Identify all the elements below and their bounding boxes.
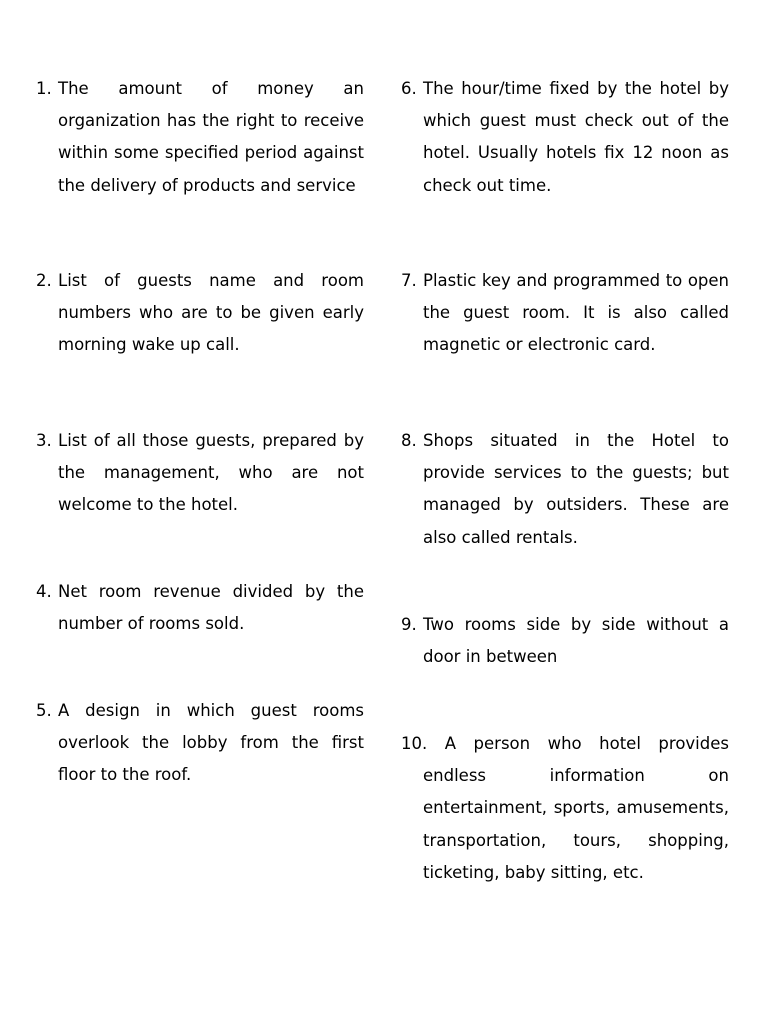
item-number: 4. [36, 582, 52, 601]
item-text: List of all those guests, prepared by the management, who are not welcome to the hotel. [58, 431, 364, 515]
item-text: The hour/time fixed by the hotel by which guest must check out of the hotel. Usually hotels fix 12 noon as check out time. [423, 79, 729, 195]
list-item-1 [36, 73, 364, 202]
item-number: 8. [401, 431, 417, 450]
item-number: 3. [36, 431, 52, 450]
list-item-5 [36, 695, 364, 792]
item-text: Net room revenue divided by the number of rooms sold. [58, 582, 364, 634]
item-number: 1. [36, 79, 52, 98]
list-item-6 [401, 73, 729, 202]
item-text: A design in which guest rooms overlook the lobby from the first floor to the roof. [58, 701, 364, 785]
item-number: 9. [401, 615, 417, 634]
item-number: 6. [401, 79, 417, 98]
list-item-2 [36, 265, 364, 362]
list-item-7 [401, 265, 729, 362]
list-item-8 [401, 425, 729, 554]
item-text: The amount of money an organization has the right to receive within some specified period against the delivery of products and service [58, 79, 364, 195]
item-text: Shops situated in the Hotel to provide services to the guests; but managed by outsiders. These are also called rentals. [423, 431, 729, 547]
item-text: Plastic key and programmed to open the guest room. It is also called magnetic or electronic card. [423, 271, 729, 355]
list-item-9 [401, 609, 729, 673]
item-number: 2. [36, 271, 52, 290]
list-item-3 [36, 425, 364, 522]
item-first-line: 10. A person who hotel provides [401, 734, 729, 753]
item-number: 5. [36, 701, 52, 720]
item-text: Two rooms side by side without a door in between [423, 615, 729, 667]
item-text: List of guests name and room numbers who are to be given early morning wake up call. [58, 271, 364, 355]
item-text: endless information on entertainment, sports, amusements, transportation, tours, shopping, ticketing, baby sitting, etc. [423, 766, 729, 882]
list-item-10 [401, 728, 729, 889]
item-number: 7. [401, 271, 417, 290]
list-item-4 [36, 576, 364, 640]
